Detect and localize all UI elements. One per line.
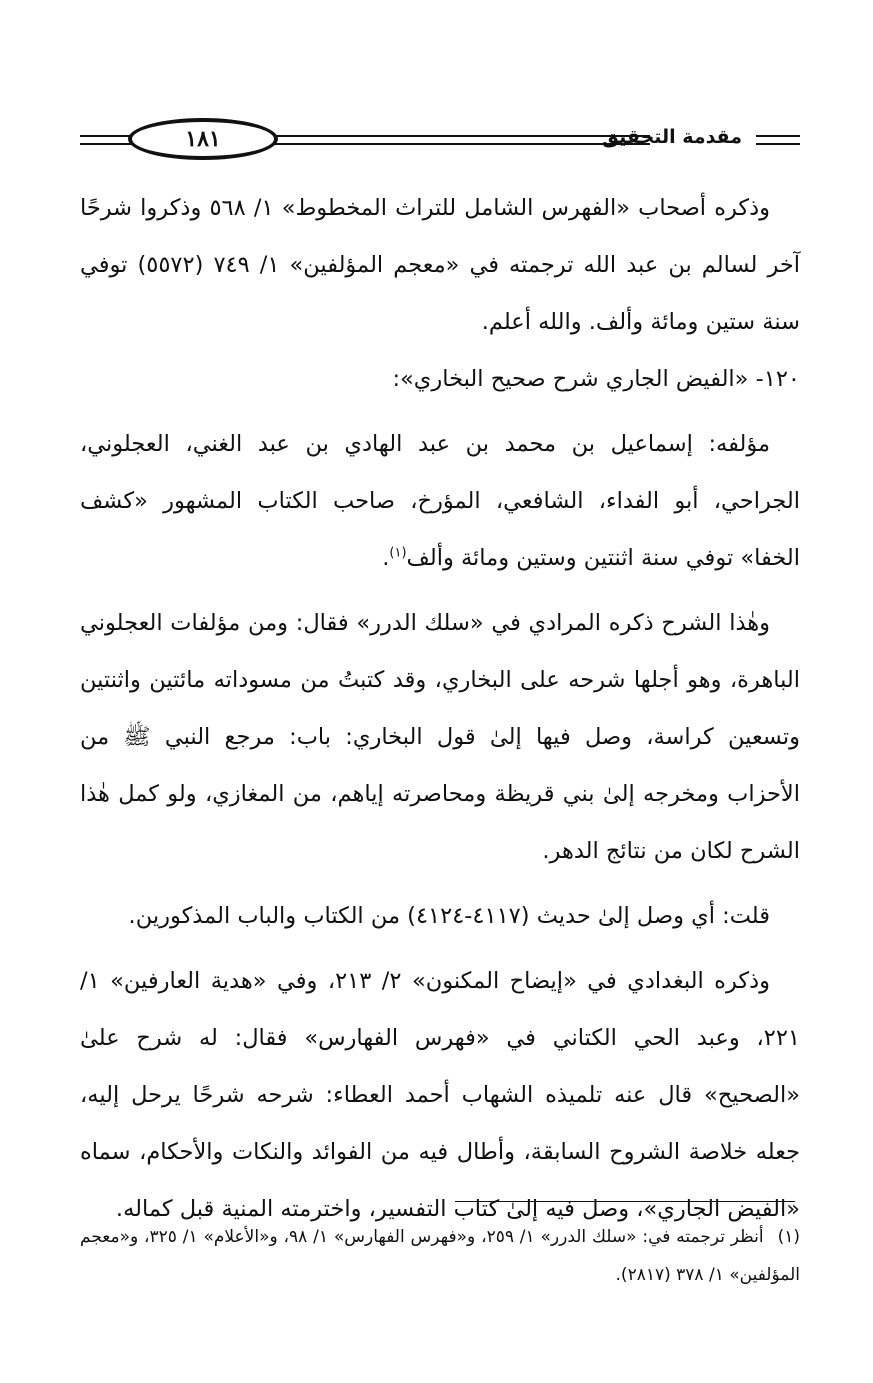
paragraph-text: قلت: أي وصل إلىٰ حديث (٤١١٧-٤١٢٤) من الكتاب والباب المذكورين. <box>128 903 770 929</box>
header-rule-right <box>756 143 800 145</box>
paragraph-text: وذكره أصحاب «الفهرس الشامل للتراث المخطوط» ١/ ٥٦٨ وذكروا شرحًا آخر لسالم بن عبد الله ترجمته في «معجم المؤلفين» ١/ ٧٤٩ (٥٥٧٢) توفي سنة ستين ومائة وألف. والله أعلم. <box>80 195 801 335</box>
paragraph <box>80 180 800 351</box>
page-number: ١٨١ <box>128 118 278 160</box>
entry-heading <box>80 351 800 408</box>
main-text <box>80 180 800 1238</box>
paragraph <box>80 953 800 1238</box>
paragraph <box>80 888 800 945</box>
header-rule-middle <box>270 135 650 137</box>
page-header <box>80 118 800 164</box>
footnote-text: أنظر ترجمته في: «سلك الدرر» ١/ ٢٥٩، و«فهرس الفهارس» ١/ ٩٨، و«الأعلام» ١/ ٣٢٥، و«معجم المؤلفين» ١/ ٣٧٨ (٢٨١٧). <box>80 1227 800 1285</box>
header-rule-middle <box>270 143 650 145</box>
footnote-separator <box>455 1201 795 1202</box>
footnote-number: (١) <box>777 1227 800 1247</box>
footnote-item <box>80 1218 800 1294</box>
paragraph-text: وهٰذا الشرح ذكره المرادي في «سلك الدرر» فقال: ومن مؤلفات العجلوني الباهرة، وهو أجلها شرحه على البخاري، وقد كتبتُ من مسوداته مائتين واثنتين وتسعين كراسة، وصل فيها إلىٰ قول البخاري: باب: مرجع النبي ﷺ من الأحزاب ومخرجه إلىٰ بني قريظة ومحاصرته إياهم، من المغازي، ولو كمل هٰذا الشرح لكان من نتائج الدهر. <box>80 610 800 864</box>
footnote-reference: (١) <box>389 545 407 561</box>
paragraph <box>80 595 800 880</box>
paragraph-text: وذكره البغدادي في «إيضاح المكنون» ٢/ ٢١٣، وفي «هدية العارفين» ١/ ٢٢١، وعبد الحي الكتاني في «فهرس الفهارس» فقال: له شرح علىٰ «الصحيح» قال عنه تلميذه الشهاب أحمد العطاء: شرحه شرحًا يرحل إليه، جعله خلاصة الشروح السابقة، وأطال فيه من الفوائد والنكات والأحكام، سماه «الفيض الجاري»، وصل فيه إلىٰ كتاب التفسير، واخترمته المنية قبل كماله. <box>80 968 800 1222</box>
paragraph-text: مؤلفه: إسماعيل بن محمد بن عبد الهادي بن عبد الغني، العجلوني، الجراحي، أبو الفداء، الشافعي، المؤرخ، صاحب الكتاب المشهور «كشف الخفا» توفي سنة اثنتين وستين ومائة وألف <box>80 431 800 571</box>
running-title: مقدمة التحقيق <box>602 126 742 148</box>
footnote <box>80 1218 800 1294</box>
header-rule-right <box>756 135 800 137</box>
paragraph: مؤلفه: إسماعيل بن محمد بن عبد الهادي بن عبد الغني، العجلوني، الجراحي، أبو الفداء، الشافعي، المؤرخ، صاحب الكتاب المشهور «كشف الخفا» توفي سنة اثنتين وستين ومائة وألف$^{(١)}$. <box>80 431 800 571</box>
entry-heading-text: ١٢٠- «الفيض الجاري شرح صحيح البخاري»: <box>392 366 800 392</box>
